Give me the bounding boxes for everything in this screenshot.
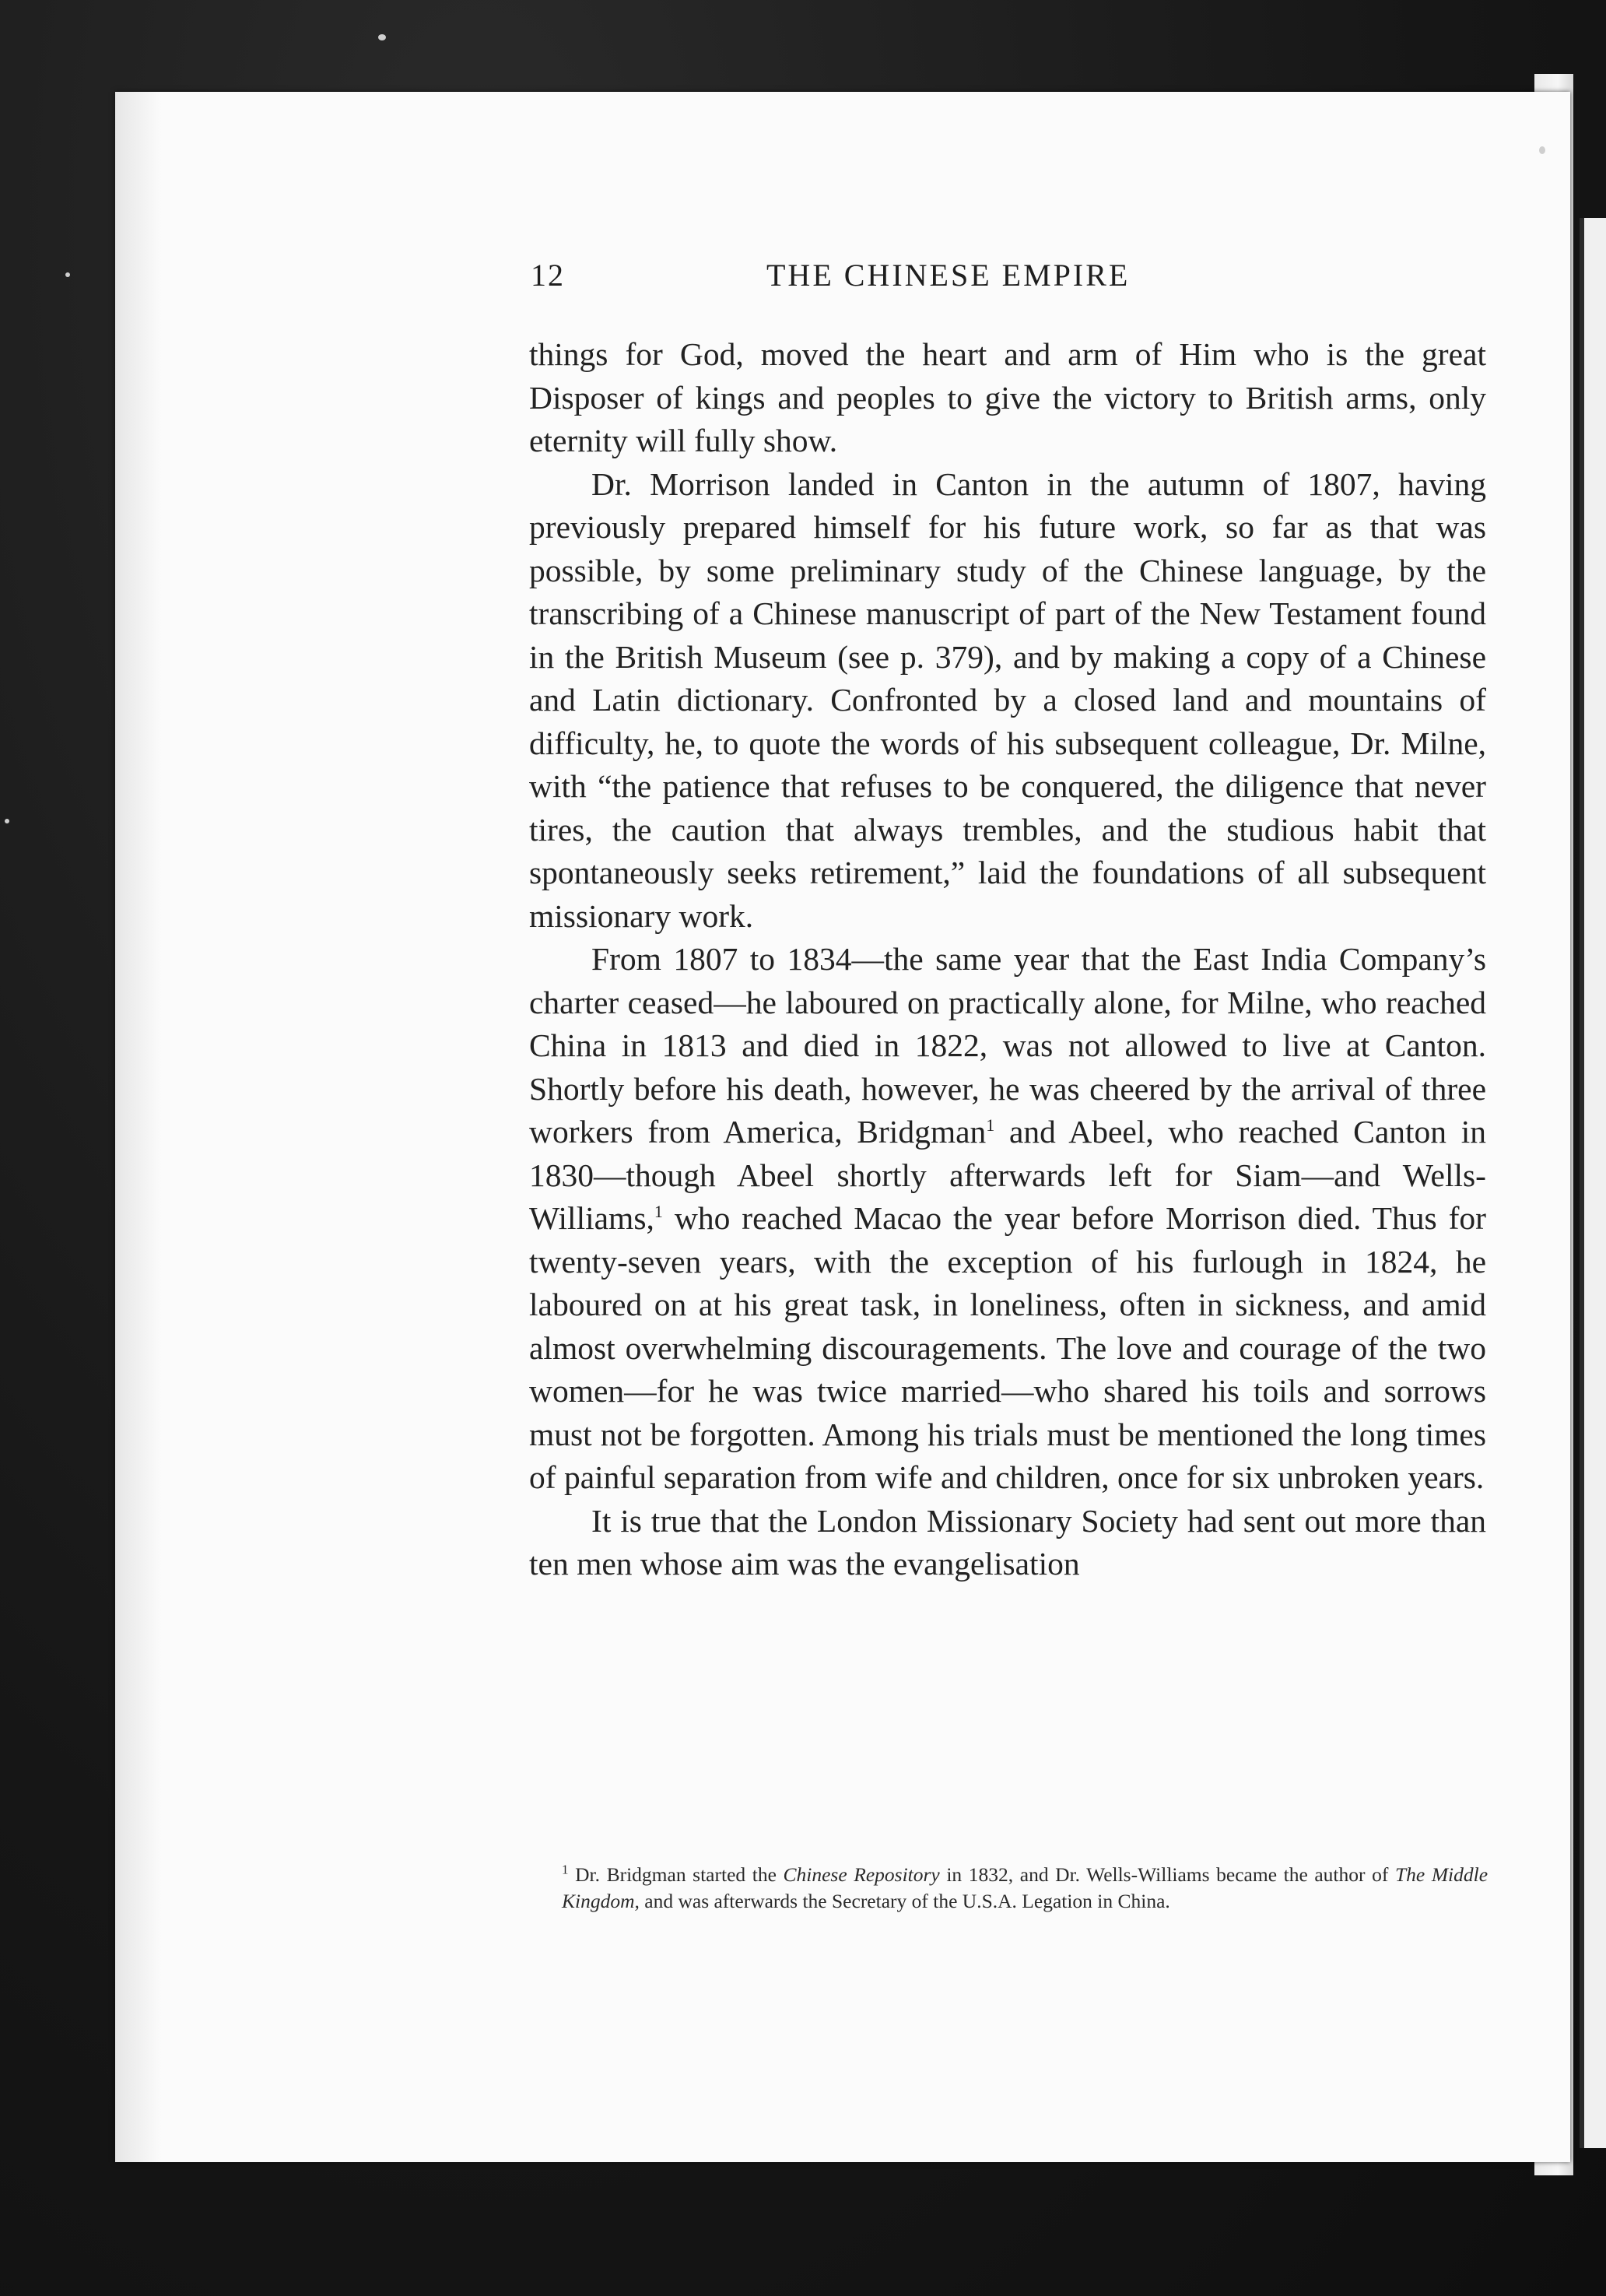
footnote-ref: 1 (986, 1115, 995, 1136)
footnote-text: and was afterwards the Secretary of the U.S.A. Legation in China. (644, 1890, 1170, 1912)
footnote (562, 1862, 1488, 1915)
dust-speck (5, 819, 9, 823)
dust-speck (1539, 146, 1545, 154)
paragraph-text: who reached Macao the year before Morrison died. Thus for twenty-seven years, with the exception of his furlough in 1824, he laboured on at his great task, in loneliness, often in sickness, and amid almost overwhelming discouragements. The love and courage of the two women—for he was twice married—who shared his toils and sorrows must not be forgotten. Among his trials must be mentioned the long times of painful separation from wife and children, once for six unbroken years. (529, 1200, 1487, 1495)
paragraph-text: and Abeel, who reached Canton in 1830—though Abeel shortly afterwards left for Siam—and Wells-Williams, (529, 1114, 1487, 1236)
paragraph-text: From 1807 to 1834—the same year that the East India Company’s charter ceased—he laboured on practically alone, for Milne, who reached China in 1813 and died in 1822, was not allowed to live at Canton. Shortly before his death, however, he was cheered by the arrival of three workers from America, Bridgman (529, 941, 1486, 1150)
body-text (529, 333, 1486, 1586)
dust-speck (378, 34, 386, 40)
page-number: 12 (531, 258, 565, 293)
footnote-ref: 1 (654, 1202, 663, 1222)
footnote-text: Dr. Bridgman started the (575, 1863, 777, 1886)
running-head: THE CHINESE EMPIRE (766, 258, 1131, 293)
page-header (531, 257, 1488, 304)
footnote-title: Chinese Repository (783, 1863, 940, 1886)
paragraph: things for God, moved the heart and arm of Him who is the great Disposer of kings and peoples to give the victory to British arms, only eternity will fully show. (529, 336, 1486, 458)
dust-speck (65, 272, 70, 277)
paragraph: It is true that the London Missionary Society had sent out more than ten men whose aim was the evangelisation (529, 1502, 1486, 1582)
footnote-text: in 1832, and Dr. Wells-Williams became the author of (946, 1863, 1389, 1886)
footnote-mark: 1 (562, 1862, 569, 1877)
adjacent-page-strip (1580, 218, 1606, 2148)
paragraph: Dr. Morrison landed in Canton in the autumn of 1807, having previously prepared himself for his future work, so far as that was possible, by some preliminary study of the Chinese language, by the transcribing of a Chinese manuscript of part of the New Testament found in the British Museum (see p. 379), and by making a copy of a Chinese and Latin dictionary. Confronted by a closed land and mountains of difficulty, he, to quote the words of his subsequent colleague, Dr. Milne, with “the patience that refuses to be conquered, the diligence that never tires, the caution that always trembles, and the studious habit that spontaneously seeks retirement,” laid the foundations of all subsequent missionary work. (529, 465, 1486, 934)
paragraph (529, 938, 1486, 1500)
footnote-title: The Middle Kingdom, (562, 1863, 1489, 1912)
page-gutter-shadow (115, 92, 162, 2162)
